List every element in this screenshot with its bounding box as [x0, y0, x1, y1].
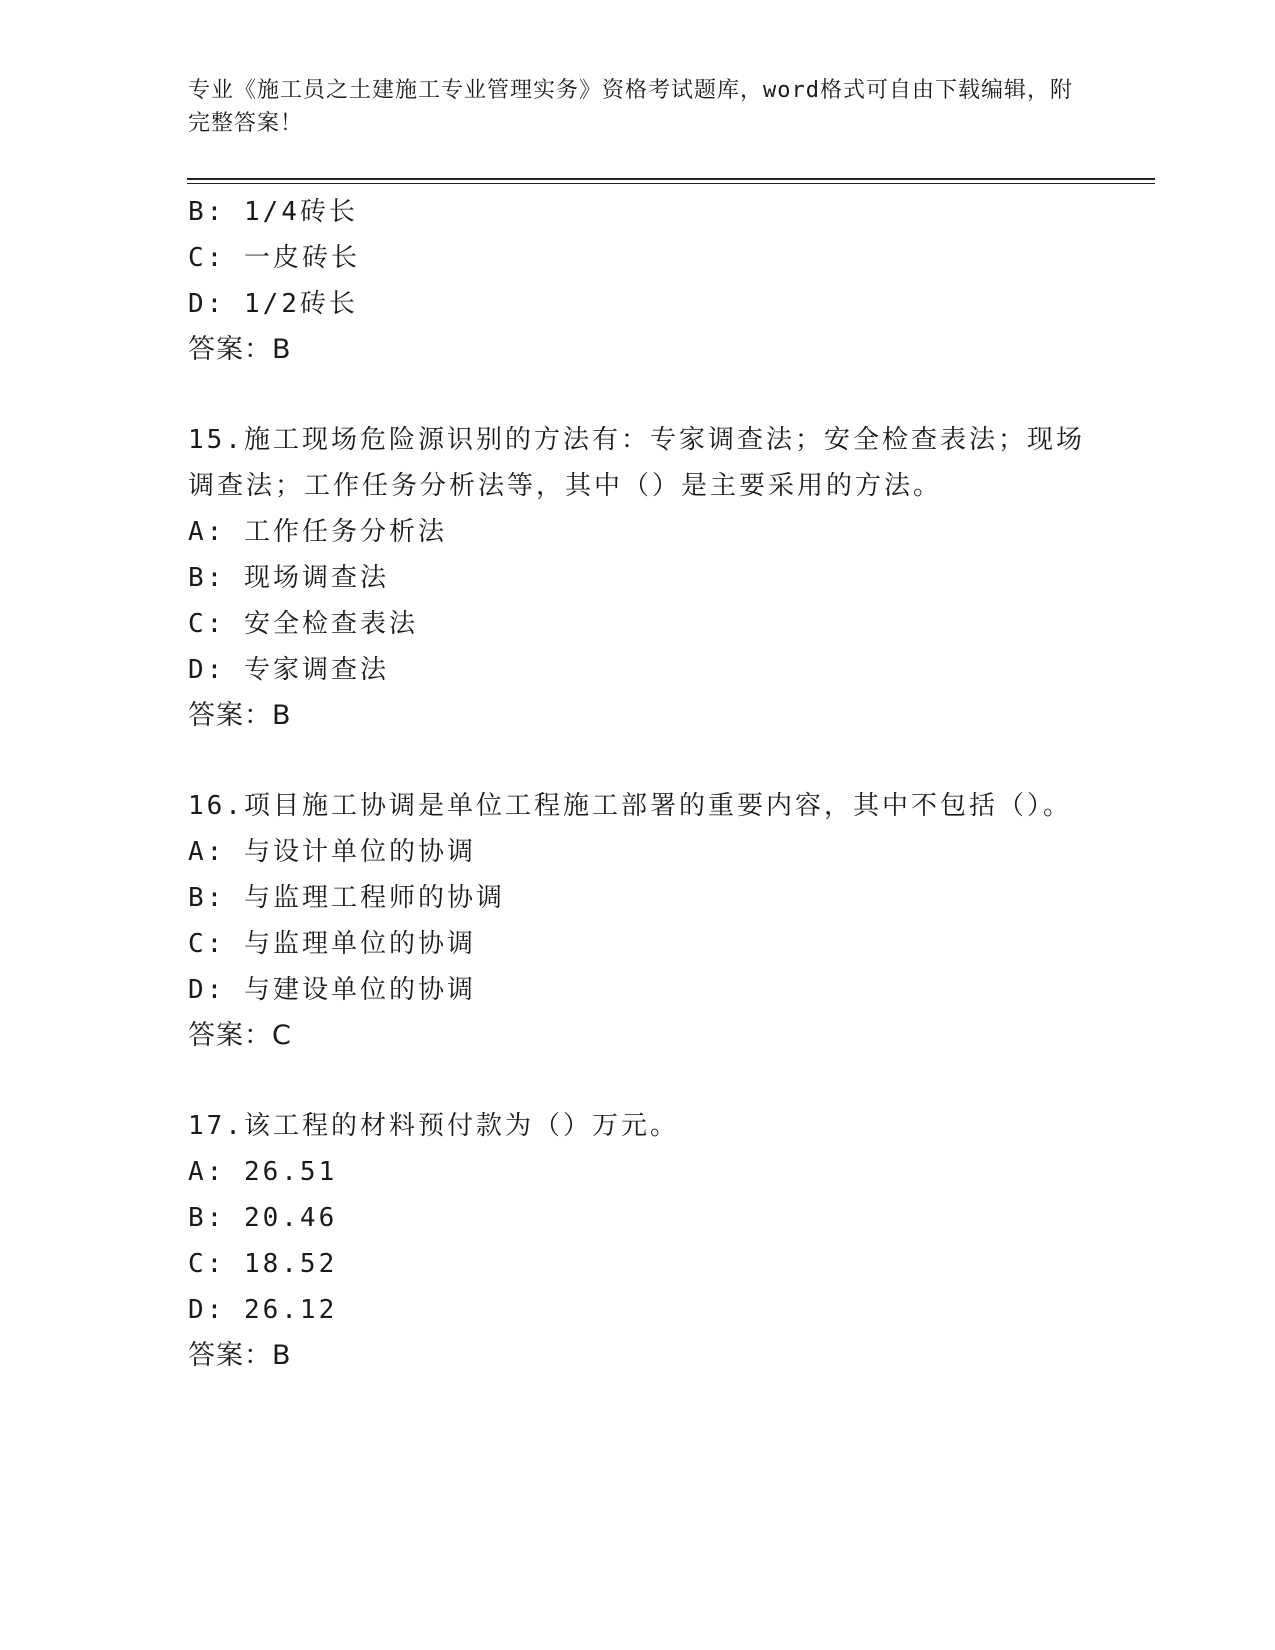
option-d: D: 专家调查法 [188, 655, 389, 685]
option-b: B: 现场调查法 [188, 563, 389, 593]
header-divider [187, 178, 1155, 180]
question-stem: 17.该工程的材料预付款为（）万元。 [188, 1111, 679, 1141]
option-a: A: 26.51 [188, 1157, 338, 1187]
question-15 [188, 417, 1088, 739]
option-c: C: 与监理单位的协调 [188, 929, 476, 959]
option-a: A: 与设计单位的协调 [188, 837, 476, 867]
question-stem: 15.施工现场危险源识别的方法有：专家调查法；安全检查表法；现场调查法；工作任务分析法等，其中（）是主要采用的方法。 [188, 425, 1085, 501]
answer-line: 答案：B [188, 1340, 292, 1371]
option-d: D: 与建设单位的协调 [188, 975, 476, 1005]
page-header: 专业《施工员之土建施工专业管理实务》资格考试题库，word格式可自由下载编辑，附完整答案！ [188, 78, 1073, 136]
option-d: D: 26.12 [188, 1295, 338, 1325]
option-b: B: 1/4砖长 [188, 197, 358, 227]
option-b: B: 20.46 [188, 1203, 338, 1233]
continued-question [188, 189, 1088, 373]
option-a: A: 工作任务分析法 [188, 517, 447, 547]
question-stem: 16.项目施工协调是单位工程施工部署的重要内容，其中不包括（）。 [188, 791, 1072, 821]
option-c: C: 一皮砖长 [188, 243, 360, 273]
document-body [188, 189, 1088, 1379]
answer-line: 答案：B [188, 334, 292, 365]
option-d: D: 1/2砖长 [188, 289, 358, 319]
option-b: B: 与监理工程师的协调 [188, 883, 505, 913]
answer-line: 答案：B [188, 700, 292, 731]
answer-line: 答案：C [188, 1020, 292, 1051]
question-16 [188, 783, 1088, 1059]
question-17 [188, 1103, 1088, 1379]
option-c: C: 安全检查表法 [188, 609, 418, 639]
option-c: C: 18.52 [188, 1249, 338, 1279]
